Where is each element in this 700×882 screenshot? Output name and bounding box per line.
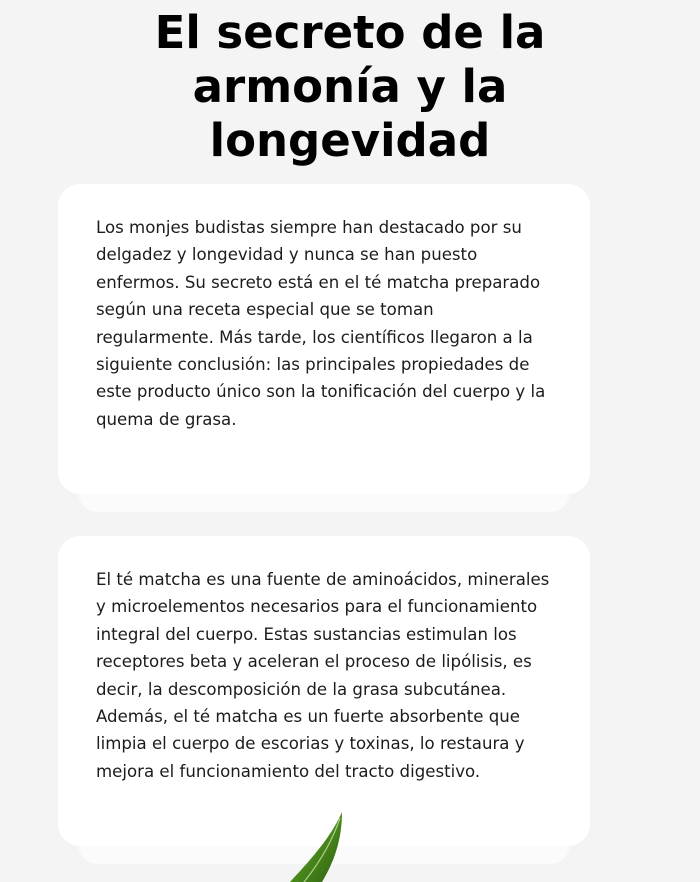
page-title-line-1: El secreto de la [154,6,546,59]
card-body [58,184,590,494]
tea-leaf-icon [282,812,352,882]
card-text: Los monjes budistas siempre han destacado por su delgadez y longevidad y nunca se han puesto enfermos. Su secreto está en el té matcha preparado según una receta especial que se toman regularmente. Más tarde, los científicos llegaron a la siguiente conclusión: las principales propiedades de este producto único son la tonificación del cuerpo y la quema de grasa. [96,218,546,429]
info-card-matcha [58,536,590,846]
card-text: El té matcha es una fuente de aminoácidos, minerales y microelementos necesarios para el funcionamiento integral del cuerpo. Estas sustancias estimulan los receptores beta y aceleran el proceso de lipólisis, es decir, la descomposición de la grasa subcutánea. Además, el té matcha es un fuerte absorbente que limpia el cuerpo de escorias y toxinas, lo restaura y mejora el funcionamiento del tracto digestivo. [96,570,550,781]
page-title-line-2: armonía y la [192,60,508,113]
info-card-monks [58,184,590,494]
card-body [58,536,590,846]
page-title [0,6,700,168]
page-title-line-3: longevidad [209,114,491,167]
